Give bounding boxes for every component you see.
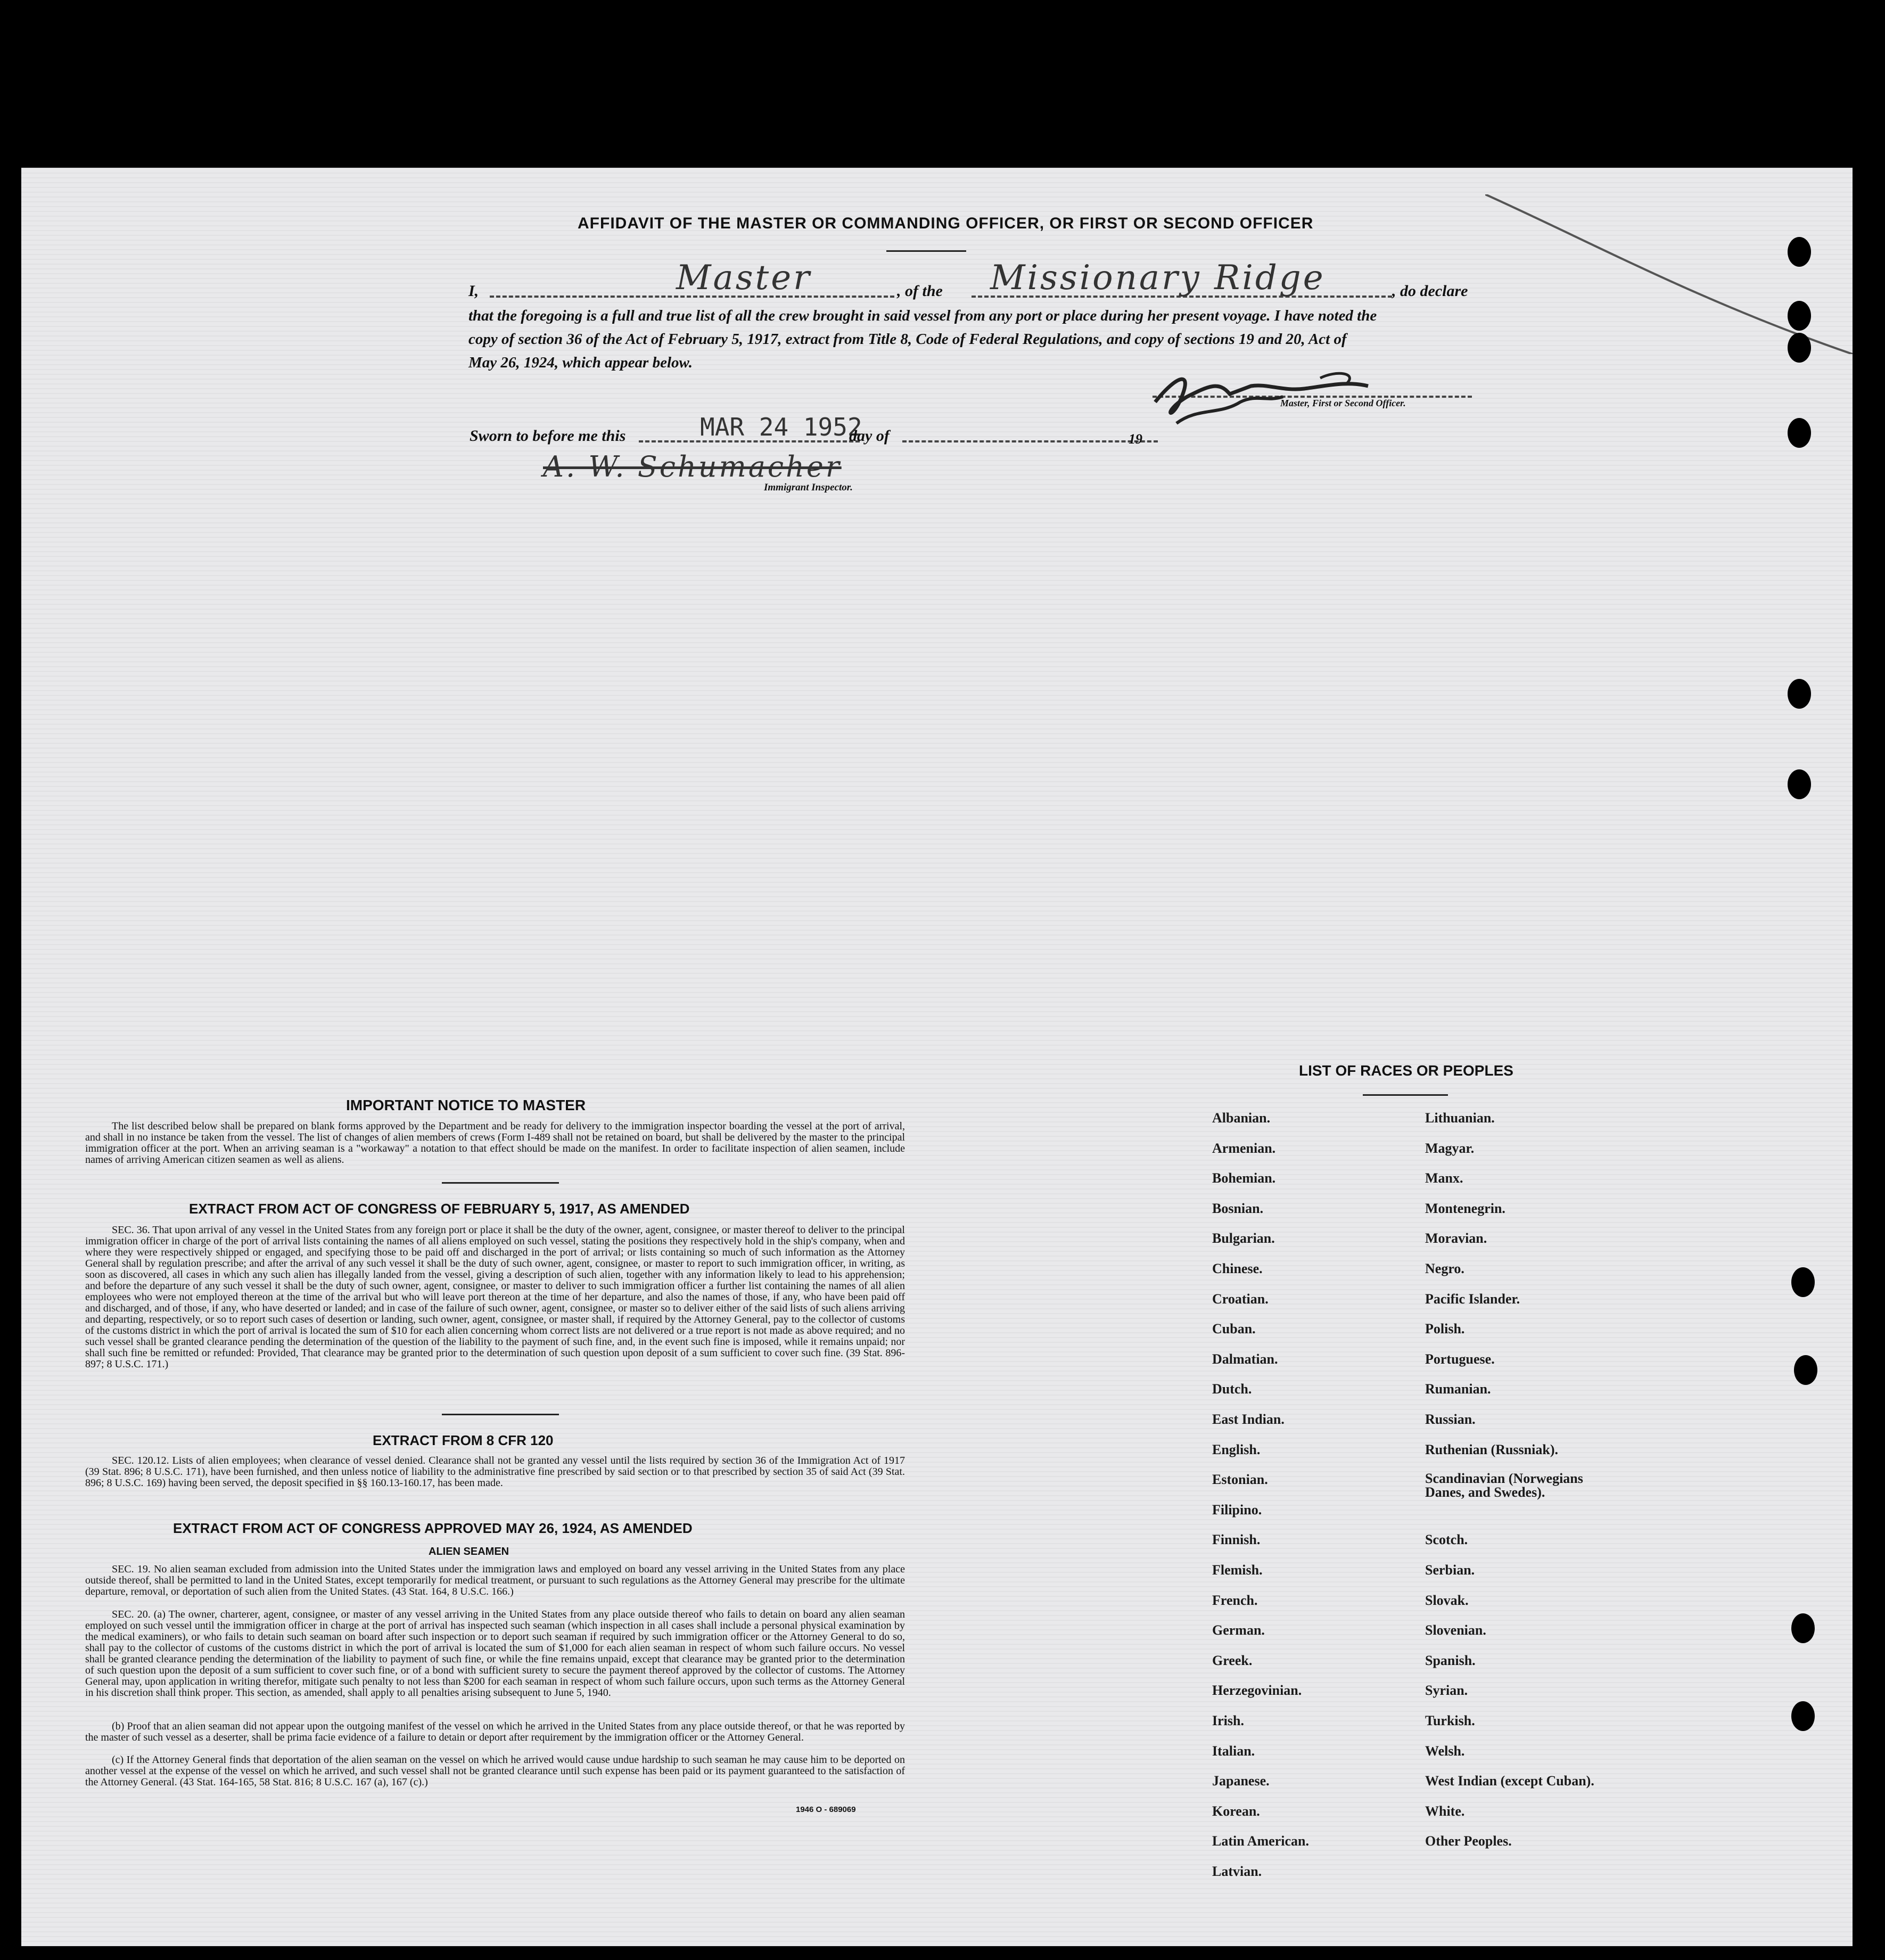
inspector-caption: Immigrant Inspector. xyxy=(764,482,853,493)
race-item: Welsh. xyxy=(1425,1743,1465,1759)
race-item: Irish. xyxy=(1212,1713,1244,1728)
race-item: Dutch. xyxy=(1212,1381,1252,1397)
title-divider xyxy=(886,250,966,252)
extract-1917-divider xyxy=(442,1414,559,1415)
race-item: Albanian. xyxy=(1212,1110,1271,1126)
month-line xyxy=(902,440,1158,442)
punch-hole xyxy=(1791,1267,1815,1297)
race-item: Magyar. xyxy=(1425,1140,1475,1156)
race-item: English. xyxy=(1212,1441,1261,1457)
race-item: German. xyxy=(1212,1622,1265,1638)
race-item: West Indian (except Cuban). xyxy=(1425,1773,1594,1789)
affidavit-i-label: I, xyxy=(468,282,479,300)
printer-mark: 1946 O - 689069 xyxy=(796,1805,856,1814)
race-item: Armenian. xyxy=(1212,1140,1276,1156)
race-item: Latin American. xyxy=(1212,1833,1309,1849)
race-item: Slovak. xyxy=(1425,1592,1469,1608)
race-item: Lithuanian. xyxy=(1425,1110,1495,1126)
race-item: Bohemian. xyxy=(1212,1170,1276,1186)
affidavit-line-3: copy of section 36 of the Act of February 5, 1917, extract from Title 8, Code of Federal Regulations, and copy of sections 19 and 20, Act of xyxy=(468,331,1347,348)
race-item: Moravian. xyxy=(1425,1231,1487,1246)
punch-hole xyxy=(1788,418,1811,448)
race-item: White. xyxy=(1425,1803,1465,1819)
extract-1924-subtitle: ALIEN SEAMEN xyxy=(429,1546,509,1557)
race-item: Syrian. xyxy=(1425,1683,1468,1699)
notice-title: IMPORTANT NOTICE TO MASTER xyxy=(346,1097,586,1113)
race-item: Turkish. xyxy=(1425,1713,1475,1728)
extract-1924-title: EXTRACT FROM ACT OF CONGRESS APPROVED MAY 26, 1924, AS AMENDED xyxy=(173,1520,693,1536)
race-item: Dalmatian. xyxy=(1212,1351,1278,1367)
extract-1917-title: EXTRACT FROM ACT OF CONGRESS OF FEBRUARY 5, 1917, AS AMENDED xyxy=(189,1201,690,1217)
race-item: Cuban. xyxy=(1212,1321,1256,1337)
vessel-handwritten: Missionary Ridge xyxy=(990,258,1326,298)
punch-hole xyxy=(1794,1355,1817,1385)
document-page xyxy=(21,168,1853,1946)
race-item: Chinese. xyxy=(1212,1261,1263,1276)
punch-hole xyxy=(1788,333,1811,363)
race-item: French. xyxy=(1212,1592,1258,1608)
notice-body: The list described below shall be prepared on blank forms approved by the Department and be ready for delivery to the immigration inspector boarding the vessel at the port of arrival, and shall in no instance be taken from the vessel. The list of changes of alien members of crews (Form I-489 shall not be retained on board, but shall be delivered by the master to the principal immigration officer at the port. When an arriving seaman is a "workaway" a notation to that effect should be made on the manifest. In order to facilitate inspection of alien seamen, include names of arriving American citizen seamen as well as aliens. xyxy=(85,1120,905,1166)
of-the-label: , of the xyxy=(897,282,943,300)
race-item: Bosnian. xyxy=(1212,1200,1264,1216)
race-item: Greek. xyxy=(1212,1652,1253,1668)
punch-hole xyxy=(1788,769,1811,799)
date-stamp: MAR 24 1952 xyxy=(700,413,862,441)
race-item: East Indian. xyxy=(1212,1412,1285,1427)
notice-divider xyxy=(442,1182,559,1184)
affidavit-title: AFFIDAVIT OF THE MASTER OR COMMANDING OFFICER, OR FIRST OR SECOND OFFICER xyxy=(578,215,1314,232)
race-item: Portuguese. xyxy=(1425,1351,1495,1367)
race-item: Estonian. xyxy=(1212,1472,1268,1488)
extract-cfr-title: EXTRACT FROM 8 CFR 120 xyxy=(373,1432,554,1448)
race-item: Montenegrin. xyxy=(1425,1200,1505,1216)
race-item: Herzegovinian. xyxy=(1212,1683,1302,1699)
sworn-label: Sworn to before me this xyxy=(470,427,626,445)
affidavit-line-4: May 26, 1924, which appear below. xyxy=(468,354,693,371)
punch-hole xyxy=(1788,679,1811,709)
extract-cfr-body: SEC. 120.12. Lists of alien employees; when clearance of vessel denied. Clearance shall not be granted any vessel until the lists required by section 36 of the Immigration Act of 1917 (39 Stat. 896; 8 U.S.C. 171), have been furnished, and then unless notice of liability to the administrative fine prescribed by said section or to that prescribed by section 35 of said Act (39 Stat. 896; 8 U.S.C. 169) having been served, the deposit specified in §§ 160.13-160.17, has been made. xyxy=(85,1455,905,1489)
race-item: Flemish. xyxy=(1212,1562,1263,1578)
sec19-body: SEC. 19. No alien seaman excluded from admission into the United States under the immigration laws and employed on board any vessel arriving in the United States from any place outside thereof, shall be permitted to land in the United States, except temporarily for medical treatment, or pursuant to such regulations as the Attorney General may prescribe for the ultimate departure, removal, or deportation of such alien from the United States. (43 Stat. 164, 8 U.S.C. 166.) xyxy=(85,1563,905,1597)
race-item: Latvian. xyxy=(1212,1864,1262,1879)
extract-1917-body: SEC. 36. That upon arrival of any vessel in the United States from any foreign port or place it shall be the duty of the owner, agent, consignee, or master thereof to deliver to the principal immigration officer in charge of the port of arrival lists containing the names of all aliens employed on such vessel, stating the positions they respectively hold in the ship's company, when and where they were respectively shipped or engaged, and specifying those to be paid off and discharged in the port of arrival; or lists containing so much of such information as the Attorney General shall by regulation prescribe; and after the arrival of any such vessel it shall be the duty of such owner, agent, consignee, or master to report to such immigration officer, in writing, as soon as discovered, all cases in which any such alien has illegally landed from the vessel, giving a description of such alien, together with any information likely to lead to his apprehension; and before the departure of any such vessel it shall be the duty of such owner, agent, consignee, or master to deliver to such immigration officer a further list containing the names of all alien employees who were not employed thereon at the time of the arrival but who will leave port thereon at the time of her departure, and also the names of those, if any, who have been paid off and discharged, and of those, if any, who have deserted or landed; and in case of the failure of such owner, agent, consignee, or master so to deliver either of the said lists of such aliens arriving and departing, respectively, or so to report such cases of desertion or landing, such owner, agent, consignee, or master shall, if required by the Attorney General, pay to the collector of customs of the customs district in which the port of arrival is located the sum of $10 for each alien concerning whom correct lists are not delivered or a true report is not made as above required; and no such vessel shall be granted clearance pending the determination of the question of the liability to the payment of such fine, and, in the event such fine is imposed, while it remains unpaid; nor shall such fine be remitted or refunded: Provided, That clearance may be granted prior to the determination of such question upon deposit of a sum sufficient to cover such fine. (39 Stat. 896-897; 8 U.S.C. 171.) xyxy=(85,1224,905,1370)
punch-hole xyxy=(1788,301,1811,331)
race-item: Rumanian. xyxy=(1425,1381,1491,1397)
race-item: Scotch. xyxy=(1425,1532,1468,1548)
sec20a-body: SEC. 20. (a) The owner, charterer, agent, consignee, or master of any vessel arriving in the United States from any place outside thereof who fails to detain on board any alien seaman employed on such vessel until the immigration officer in charge at the port of arrival has inspected such seaman (which inspection in all cases shall include a personal physical examination by the medical examiners), or who fails to detain such seaman on board after such inspection or to deport such seaman if required by such immigration officer or the Attorney General to do so, shall pay to the collector of customs of the customs district in which the port of arrival is located the sum of $1,000 for each alien seaman in respect of whom such failure occurs. No vessel shall be granted clearance pending the determination of the liability to payment of such fine, or while the fine remains unpaid, except that clearance may be granted prior to the determination of such question upon the deposit of a sum sufficient to cover such fine, or of a bond with sufficient surety to secure the payment thereof approved by the collector of customs. The Attorney General may, upon application in writing therefor, mitigate such penalty to not less than $200 for each seaman in respect of whom such failure occurs, upon such terms as the Attorney General in his discretion shall think proper. This section, as amended, shall apply to all penalties arising subsequent to June 5, 1940. xyxy=(85,1609,905,1699)
race-item: Manx. xyxy=(1425,1170,1463,1186)
race-item: Filipino. xyxy=(1212,1502,1262,1518)
rank-handwritten: Master xyxy=(676,258,812,298)
race-item: Negro. xyxy=(1425,1261,1464,1276)
punch-hole xyxy=(1788,237,1811,267)
sec20c-body: (c) If the Attorney General finds that deportation of the alien seaman on the vessel on which he arrived would cause undue hardship to such seaman he may cause him to be deported on another vessel at the expense of the vessel on which he arrived, and such vessel shall not be granted clearance until such expense has been paid or its payment guaranteed to the satisfaction of the Attorney General. (43 Stat. 164-165, 58 Stat. 816; 8 U.S.C. 167 (a), 167 (c).) xyxy=(85,1754,905,1788)
race-item: Croatian. xyxy=(1212,1291,1269,1307)
race-item: Bulgarian. xyxy=(1212,1231,1275,1246)
inspector-signature: A. W. Schumacher xyxy=(543,450,842,483)
race-item: Japanese. xyxy=(1212,1773,1270,1789)
race-item: Spanish. xyxy=(1425,1652,1476,1668)
punch-hole xyxy=(1791,1701,1815,1731)
sec20b-body: (b) Proof that an alien seaman did not appear upon the outgoing manifest of the vessel on which he arrived in the United States from any place outside thereof, or that he was reported by the master of such vessel as a deserter, shall be prima facie evidence of a failure to detain or deport after requirement by the immigration officer or the Attorney General. xyxy=(85,1720,905,1743)
race-item: Finnish. xyxy=(1212,1532,1261,1548)
race-item: Scandinavian (Norwegians Danes, and Swedes). xyxy=(1425,1471,1583,1500)
race-item: Korean. xyxy=(1212,1803,1260,1819)
punch-hole xyxy=(1791,1613,1815,1643)
race-item: Serbian. xyxy=(1425,1562,1475,1578)
day-of-label: day of xyxy=(849,427,890,445)
races-divider xyxy=(1363,1094,1448,1096)
race-item: Other Peoples. xyxy=(1425,1833,1512,1849)
races-title: LIST OF RACES OR PEOPLES xyxy=(1299,1062,1513,1079)
race-item: Ruthenian (Russniak). xyxy=(1425,1441,1558,1457)
race-item: Polish. xyxy=(1425,1321,1465,1337)
affidavit-line-2: that the foregoing is a full and true list of all the crew brought in said vessel from any port or place during her present voyage. I have noted the xyxy=(468,307,1377,324)
race-item: Pacific Islander. xyxy=(1425,1291,1520,1307)
race-item: Italian. xyxy=(1212,1743,1255,1759)
officer-signature-caption: Master, First or Second Officer. xyxy=(1280,398,1406,408)
year-prefix: 19 xyxy=(1129,431,1142,447)
do-declare-label: , do declare xyxy=(1392,282,1468,300)
race-item: Russian. xyxy=(1425,1412,1476,1427)
race-item: Slovenian. xyxy=(1425,1622,1486,1638)
